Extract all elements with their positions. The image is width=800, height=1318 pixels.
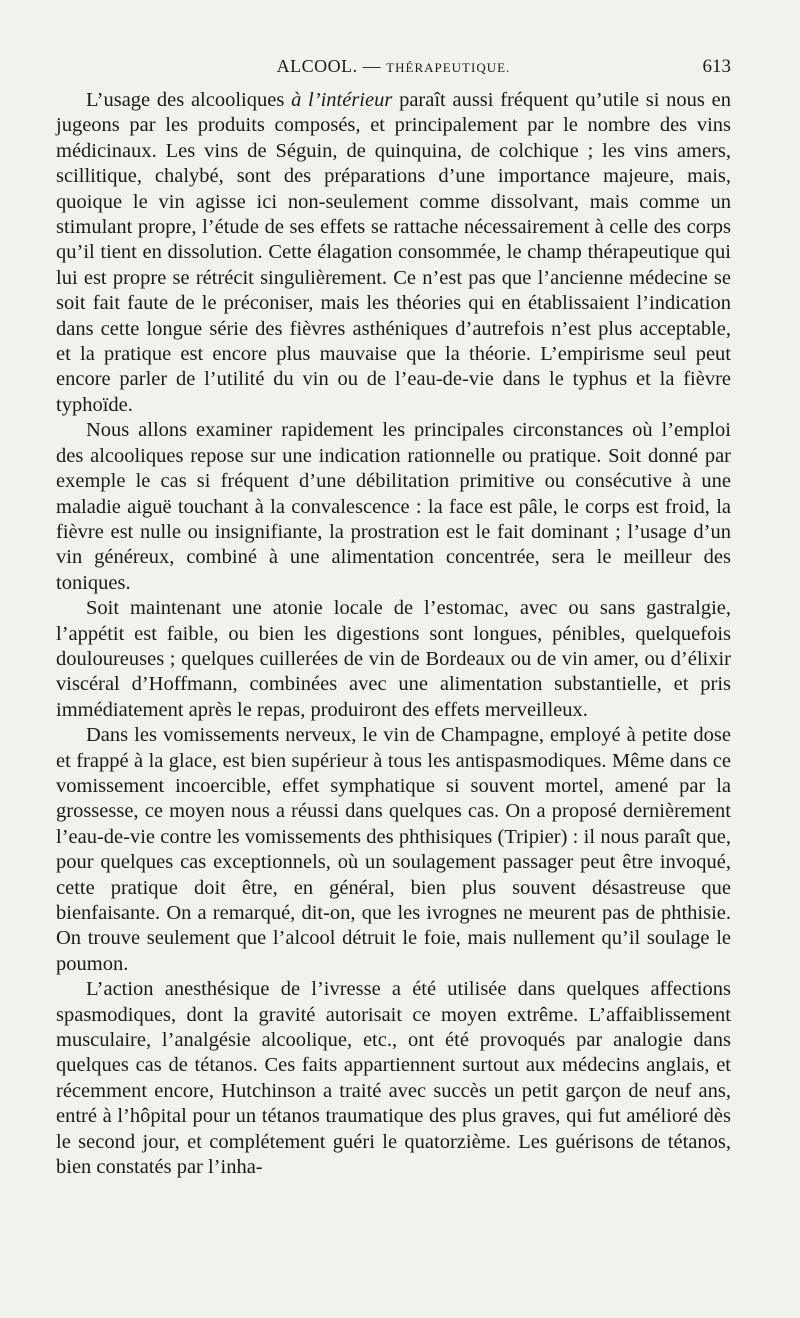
paragraph-1 xyxy=(56,88,731,418)
book-page xyxy=(56,56,731,1180)
running-title-subtitle: THÉRAPEUTIQUE. xyxy=(386,60,511,75)
paragraph-5: L’action anesthésique de l’ivresse a été utilisée dans quelques affections spasmodiques, dont la gravité autorisait ce moyen extrême. L’affaiblissement musculaire, l’analgésie alcoolique, etc., ont été provoqués par analogie dans quelques cas de tétanos. Ces faits appartiennent surtout aux médecins anglais, et récemment encore, Hutchinson a traité avec succès un petit garçon de neuf ans, entré à l’hôpital pour un tétanos traumatique des plus graves, qui fut amélioré dès le second jour, et complétement guéri le quatorzième. Les guérisons de tétanos, bien constatés par l’inha- xyxy=(56,978,731,1179)
page-number: 613 xyxy=(702,56,731,77)
body-text xyxy=(56,88,731,1180)
running-title-main: ALCOOL. xyxy=(276,56,358,76)
running-title-dash: — xyxy=(362,56,382,76)
paragraph-1-emphasis: à l’intérieur xyxy=(291,89,393,111)
paragraph-3: Soit maintenant une atonie locale de l’estomac, avec ou sans gastralgie, l’appétit est faible, ou bien les digestions sont longues, pénibles, quelquefois douloureuses ; quelques cuillerées de vin de Bordeaux ou de vin amer, ou d’élixir viscéral d’Hoffmann, combinées avec une alimentation substantielle, et pris immédiatement après le repas, produiront des effets merveilleux. xyxy=(56,597,731,721)
paragraph-4: Dans les vomissements nerveux, le vin de Champagne, employé à petite dose et frappé à la glace, est bien supérieur à tous les antispasmodiques. Même dans ce vomissement incoercible, effet symphatique si souvent mortel, amené par la grossesse, ce moyen nous a réussi dans quelques cas. On a proposé dernièrement l’eau-de-vie contre les vomissements des phthisiques (Tripier) : il nous paraît que, pour quelques cas exceptionnels, où un soulagement passager peut être invoqué, cette pratique doit être, en général, bien plus souvent désastreuse que bienfaisante. On a remarqué, dit-on, que les ivrognes ne meurent pas de phthisie. On trouve seulement que l’alcool détruit le foie, mais nullement qu’il soulage le poumon. xyxy=(56,724,731,975)
paragraph-1-before: L’usage des alcooliques xyxy=(86,89,292,111)
paragraph-1-after: paraît aussi fréquent qu’utile si nous en jugeons par les produits composés, et principalement par le nombre des vins médicinaux. Les vins de Séguin, de quinquina, de colchique ; les vins amers, scillitique, chalybé, sont des préparations d’une importance majeure, mais, quoique le vin agisse ici non-seulement comme dissolvant, mais comme un stimulant propre, l’étude de ses effets se rattache nécessairement à celle des corps qu’il tient en dissolution. Cette élagation consommée, le champ thérapeutique qui lui est propre se rétrécit singulièrement. Ce n’est pas que l’ancienne médecine se soit fait faute de le préconiser, mais les théories qui en établissaient l’indication dans cette longue série des fièvres asthéniques d’autrefois n’est plus acceptable, et la pratique est encore plus mauvaise que la théorie. L’empirisme seul peut encore parler de l’utilité du vin ou de l’eau-de-vie dans le typhus et la fièvre typhoïde. xyxy=(56,89,731,416)
running-head xyxy=(56,56,731,84)
running-title xyxy=(56,56,731,77)
paragraph-2: Nous allons examiner rapidement les principales circonstances où l’emploi des alcooliques repose sur une indication rationnelle ou pratique. Soit donné par exemple le cas si fréquent d’une débilitation primitive ou consécutive à une maladie aiguë touchant à la convalescence : la face est pâle, le corps est froid, la fièvre est nulle ou insignifiante, la prostration est le fait dominant ; l’usage d’un vin généreux, combiné à une alimentation concentrée, sera le meilleur des toniques. xyxy=(56,419,731,594)
